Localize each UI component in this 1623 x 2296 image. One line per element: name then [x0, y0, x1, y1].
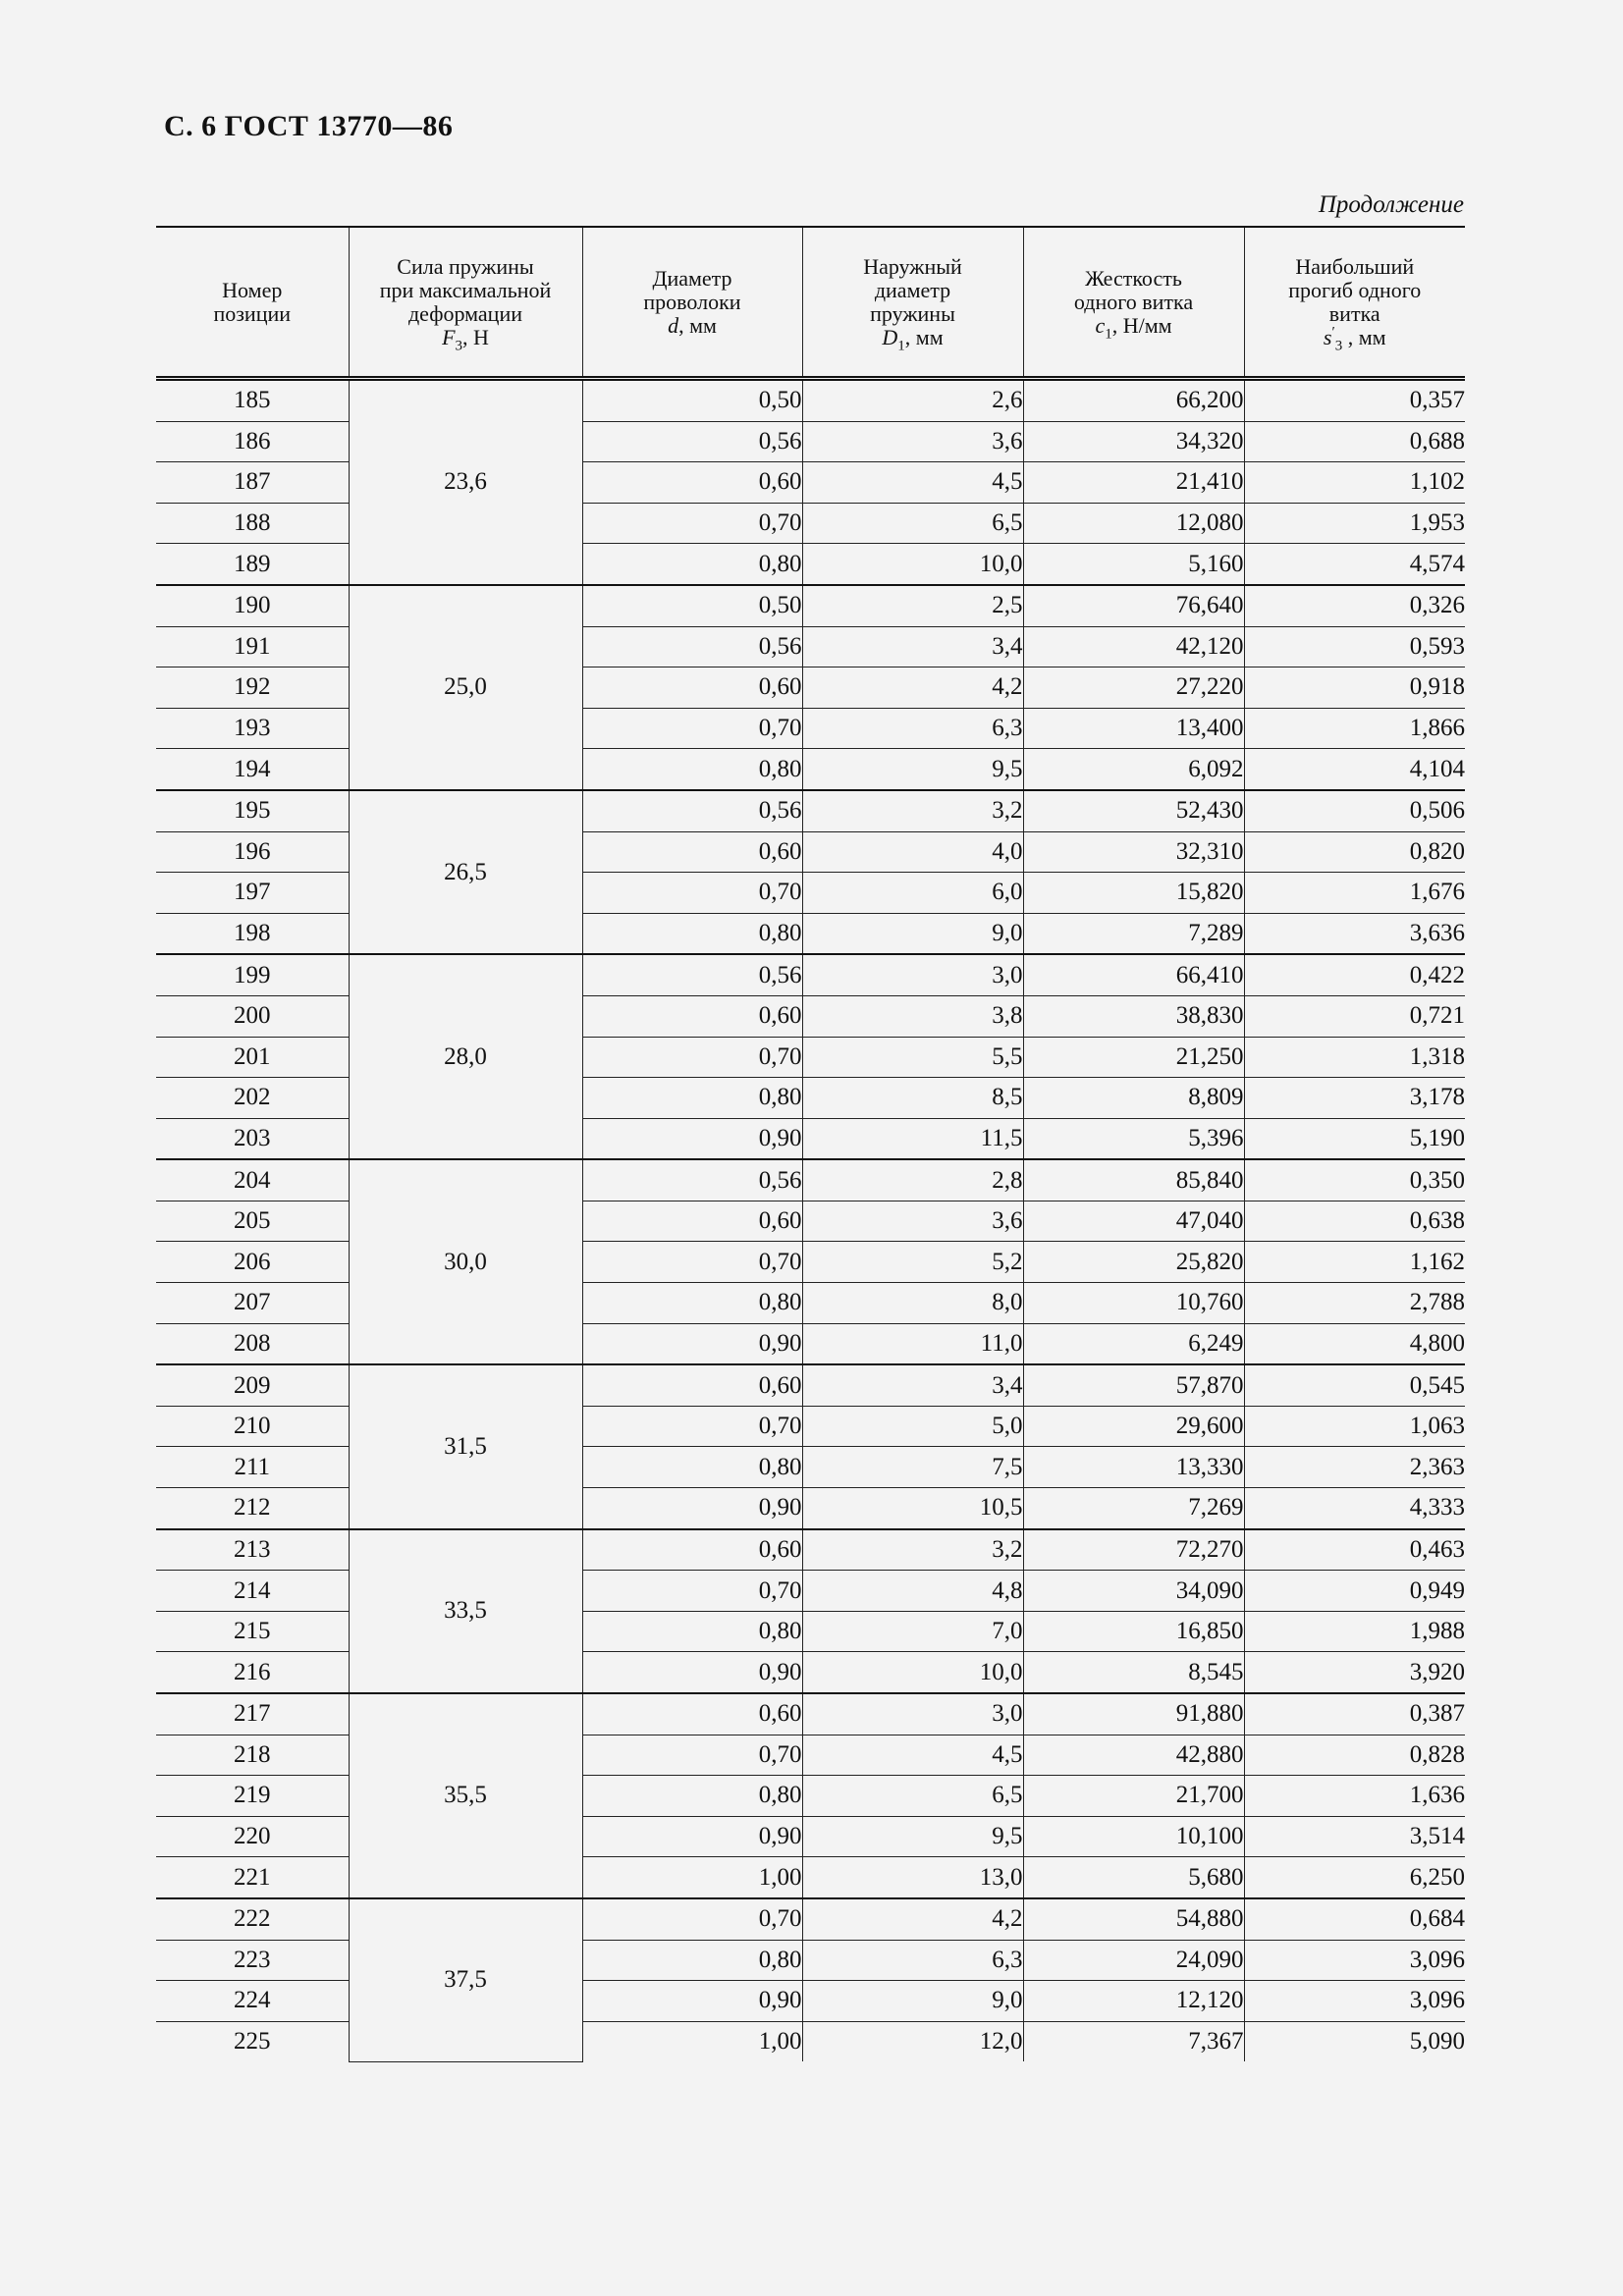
- outer-diameter-cell: 4,0: [802, 831, 1023, 873]
- wire-diameter-cell: 0,60: [582, 995, 802, 1037]
- wire-diameter-cell: 0,90: [582, 1981, 802, 2022]
- wire-diameter-cell: 0,70: [582, 1571, 802, 1612]
- spring-force-cell: 25,0: [349, 585, 582, 790]
- position-cell: 201: [156, 1037, 349, 1078]
- deflection-cell: 1,866: [1244, 708, 1465, 749]
- outer-diameter-cell: 10,0: [802, 1652, 1023, 1693]
- wire-diameter-cell: 0,90: [582, 1118, 802, 1159]
- wire-diameter-cell: 0,80: [582, 749, 802, 790]
- stiffness-cell: 21,410: [1023, 462, 1244, 504]
- position-cell: 195: [156, 790, 349, 831]
- stiffness-cell: 21,700: [1023, 1776, 1244, 1817]
- deflection-cell: 0,721: [1244, 995, 1465, 1037]
- outer-diameter-cell: 6,5: [802, 503, 1023, 544]
- deflection-cell: 5,190: [1244, 1118, 1465, 1159]
- stiffness-cell: 10,100: [1023, 1816, 1244, 1857]
- deflection-cell: 4,800: [1244, 1323, 1465, 1364]
- position-cell: 194: [156, 749, 349, 790]
- outer-diameter-cell: 2,6: [802, 379, 1023, 422]
- wire-diameter-cell: 0,70: [582, 1898, 802, 1940]
- wire-diameter-cell: 0,50: [582, 379, 802, 422]
- stiffness-cell: 25,820: [1023, 1242, 1244, 1283]
- deflection-cell: 6,250: [1244, 1857, 1465, 1898]
- stiffness-cell: 27,220: [1023, 667, 1244, 709]
- position-cell: 205: [156, 1201, 349, 1242]
- wire-diameter-cell: 0,90: [582, 1323, 802, 1364]
- position-cell: 186: [156, 421, 349, 462]
- wire-diameter-cell: 0,70: [582, 708, 802, 749]
- wire-diameter-cell: 0,80: [582, 913, 802, 954]
- stiffness-cell: 85,840: [1023, 1159, 1244, 1201]
- position-cell: 220: [156, 1816, 349, 1857]
- deflection-cell: 0,350: [1244, 1159, 1465, 1201]
- deflection-cell: 0,326: [1244, 585, 1465, 626]
- position-cell: 216: [156, 1652, 349, 1693]
- deflection-cell: 1,676: [1244, 873, 1465, 914]
- outer-diameter-cell: 3,0: [802, 954, 1023, 995]
- position-cell: 192: [156, 667, 349, 709]
- stiffness-cell: 5,396: [1023, 1118, 1244, 1159]
- outer-diameter-cell: 8,0: [802, 1283, 1023, 1324]
- position-cell: 223: [156, 1940, 349, 1981]
- outer-diameter-cell: 6,3: [802, 1940, 1023, 1981]
- outer-diameter-cell: 6,5: [802, 1776, 1023, 1817]
- wire-diameter-cell: 0,60: [582, 1693, 802, 1735]
- deflection-cell: 1,162: [1244, 1242, 1465, 1283]
- wire-diameter-cell: 0,80: [582, 544, 802, 585]
- position-cell: 217: [156, 1693, 349, 1735]
- outer-diameter-cell: 9,5: [802, 749, 1023, 790]
- stiffness-cell: 13,330: [1023, 1447, 1244, 1488]
- deflection-cell: 0,638: [1244, 1201, 1465, 1242]
- deflection-cell: 0,463: [1244, 1529, 1465, 1571]
- position-cell: 213: [156, 1529, 349, 1571]
- outer-diameter-cell: 10,0: [802, 544, 1023, 585]
- outer-diameter-cell: 3,2: [802, 1529, 1023, 1571]
- position-cell: 190: [156, 585, 349, 626]
- wire-diameter-cell: 0,50: [582, 585, 802, 626]
- table-row: [156, 1898, 1465, 1940]
- stiffness-cell: 7,367: [1023, 2021, 1244, 2061]
- position-cell: 208: [156, 1323, 349, 1364]
- outer-diameter-cell: 5,5: [802, 1037, 1023, 1078]
- spring-force-cell: 28,0: [349, 954, 582, 1159]
- position-cell: 211: [156, 1447, 349, 1488]
- outer-diameter-cell: 4,5: [802, 1735, 1023, 1776]
- position-cell: 197: [156, 873, 349, 914]
- deflection-cell: 5,090: [1244, 2021, 1465, 2061]
- outer-diameter-cell: 4,2: [802, 1898, 1023, 1940]
- col-header-outer-diameter: Наружный диаметр пружины $D_1$, мм: [802, 227, 1023, 379]
- stiffness-cell: 47,040: [1023, 1201, 1244, 1242]
- deflection-cell: 3,096: [1244, 1940, 1465, 1981]
- position-cell: 193: [156, 708, 349, 749]
- wire-diameter-cell: 0,80: [582, 1611, 802, 1652]
- deflection-cell: 3,096: [1244, 1981, 1465, 2022]
- outer-diameter-cell: 4,5: [802, 462, 1023, 504]
- position-cell: 218: [156, 1735, 349, 1776]
- deflection-cell: 2,363: [1244, 1447, 1465, 1488]
- wire-diameter-cell: 1,00: [582, 1857, 802, 1898]
- stiffness-cell: 91,880: [1023, 1693, 1244, 1735]
- deflection-cell: 1,102: [1244, 462, 1465, 504]
- continuation-label: Продолжение: [1318, 191, 1464, 218]
- wire-diameter-cell: 0,60: [582, 1364, 802, 1406]
- col-header-wire-diameter: Диаметр проволоки d, мм: [582, 227, 802, 379]
- spring-force-cell: 33,5: [349, 1529, 582, 1693]
- spring-force-cell: 31,5: [349, 1364, 582, 1528]
- wire-diameter-cell: 0,90: [582, 1652, 802, 1693]
- table-row: [156, 1159, 1465, 1201]
- stiffness-cell: 54,880: [1023, 1898, 1244, 1940]
- table-header-row: [156, 227, 1465, 379]
- outer-diameter-cell: 6,0: [802, 873, 1023, 914]
- position-cell: 188: [156, 503, 349, 544]
- wire-diameter-cell: 0,80: [582, 1078, 802, 1119]
- stiffness-cell: 16,850: [1023, 1611, 1244, 1652]
- table-row: [156, 954, 1465, 995]
- outer-diameter-cell: 3,2: [802, 790, 1023, 831]
- deflection-cell: 0,820: [1244, 831, 1465, 873]
- stiffness-cell: 5,680: [1023, 1857, 1244, 1898]
- wire-diameter-cell: 0,56: [582, 1159, 802, 1201]
- stiffness-cell: 24,090: [1023, 1940, 1244, 1981]
- wire-diameter-cell: 0,60: [582, 831, 802, 873]
- outer-diameter-cell: 3,4: [802, 1364, 1023, 1406]
- outer-diameter-cell: 12,0: [802, 2021, 1023, 2061]
- outer-diameter-cell: 3,0: [802, 1693, 1023, 1735]
- stiffness-cell: 76,640: [1023, 585, 1244, 626]
- deflection-cell: 0,684: [1244, 1898, 1465, 1940]
- table-body: [156, 379, 1465, 2062]
- position-cell: 204: [156, 1159, 349, 1201]
- deflection-cell: 0,593: [1244, 626, 1465, 667]
- outer-diameter-cell: 9,0: [802, 913, 1023, 954]
- wire-diameter-cell: 0,56: [582, 626, 802, 667]
- outer-diameter-cell: 11,5: [802, 1118, 1023, 1159]
- position-cell: 206: [156, 1242, 349, 1283]
- deflection-cell: 0,828: [1244, 1735, 1465, 1776]
- position-cell: 222: [156, 1898, 349, 1940]
- outer-diameter-cell: 7,5: [802, 1447, 1023, 1488]
- outer-diameter-cell: 3,8: [802, 995, 1023, 1037]
- wire-diameter-cell: 0,60: [582, 1201, 802, 1242]
- wire-diameter-cell: 0,90: [582, 1816, 802, 1857]
- outer-diameter-cell: 3,4: [802, 626, 1023, 667]
- stiffness-cell: 8,545: [1023, 1652, 1244, 1693]
- stiffness-cell: 13,400: [1023, 708, 1244, 749]
- stiffness-cell: 7,289: [1023, 913, 1244, 954]
- stiffness-cell: 5,160: [1023, 544, 1244, 585]
- deflection-cell: 3,920: [1244, 1652, 1465, 1693]
- outer-diameter-cell: 7,0: [802, 1611, 1023, 1652]
- wire-diameter-cell: 0,56: [582, 954, 802, 995]
- stiffness-cell: 66,410: [1023, 954, 1244, 995]
- wire-diameter-cell: 0,70: [582, 1735, 802, 1776]
- wire-diameter-cell: 0,80: [582, 1776, 802, 1817]
- deflection-cell: 3,514: [1244, 1816, 1465, 1857]
- wire-diameter-cell: 0,70: [582, 503, 802, 544]
- position-cell: 221: [156, 1857, 349, 1898]
- position-cell: 196: [156, 831, 349, 873]
- stiffness-cell: 21,250: [1023, 1037, 1244, 1078]
- stiffness-cell: 12,120: [1023, 1981, 1244, 2022]
- outer-diameter-cell: 11,0: [802, 1323, 1023, 1364]
- outer-diameter-cell: 6,3: [802, 708, 1023, 749]
- stiffness-cell: 29,600: [1023, 1406, 1244, 1447]
- deflection-cell: 1,063: [1244, 1406, 1465, 1447]
- stiffness-cell: 8,809: [1023, 1078, 1244, 1119]
- position-cell: 214: [156, 1571, 349, 1612]
- stiffness-cell: 12,080: [1023, 503, 1244, 544]
- wire-diameter-cell: 1,00: [582, 2021, 802, 2061]
- page-header: С. 6 ГОСТ 13770—86: [164, 110, 454, 142]
- deflection-cell: 2,788: [1244, 1283, 1465, 1324]
- deflection-cell: 4,333: [1244, 1488, 1465, 1529]
- position-cell: 225: [234, 2028, 271, 2056]
- wire-diameter-cell: 0,70: [582, 1242, 802, 1283]
- table-row: [156, 379, 1465, 422]
- wire-diameter-cell: 0,80: [582, 1447, 802, 1488]
- spring-force-cell: 26,5: [349, 790, 582, 954]
- position-cell: 224: [156, 1981, 349, 2022]
- stiffness-cell: 34,320: [1023, 421, 1244, 462]
- table-row: [156, 790, 1465, 831]
- wire-diameter-cell: 0,56: [582, 790, 802, 831]
- wire-diameter-cell: 0,80: [582, 1940, 802, 1981]
- position-cell: 215: [156, 1611, 349, 1652]
- position-cell: 210: [156, 1406, 349, 1447]
- outer-diameter-cell: 5,0: [802, 1406, 1023, 1447]
- spring-force-cell: 35,5: [349, 1693, 582, 1898]
- wire-diameter-cell: 0,70: [582, 1406, 802, 1447]
- deflection-cell: 0,357: [1244, 379, 1465, 422]
- outer-diameter-cell: 10,5: [802, 1488, 1023, 1529]
- spring-force-cell: 30,0: [349, 1159, 582, 1364]
- outer-diameter-cell: 4,2: [802, 667, 1023, 709]
- deflection-cell: 3,178: [1244, 1078, 1465, 1119]
- position-cell: 200: [156, 995, 349, 1037]
- col-header-max-deflection: Наибольший прогиб одного витка $s'_3$ , мм: [1244, 227, 1465, 379]
- stiffness-cell: 6,092: [1023, 749, 1244, 790]
- wire-diameter-cell: 0,90: [582, 1488, 802, 1529]
- stiffness-cell: 7,269: [1023, 1488, 1244, 1529]
- outer-diameter-cell: 9,5: [802, 1816, 1023, 1857]
- stiffness-cell: 52,430: [1023, 790, 1244, 831]
- wire-diameter-cell: 0,60: [582, 667, 802, 709]
- stiffness-cell: 34,090: [1023, 1571, 1244, 1612]
- deflection-cell: 0,688: [1244, 421, 1465, 462]
- table-row: [156, 1364, 1465, 1406]
- outer-diameter-cell: 8,5: [802, 1078, 1023, 1119]
- stiffness-cell: 72,270: [1023, 1529, 1244, 1571]
- spring-force-cell: 23,6: [349, 379, 582, 585]
- deflection-cell: 0,918: [1244, 667, 1465, 709]
- wire-diameter-cell: 0,60: [582, 462, 802, 504]
- position-cell: 198: [156, 913, 349, 954]
- position-cell: 189: [156, 544, 349, 585]
- position-cell: 212: [156, 1488, 349, 1529]
- outer-diameter-cell: 5,2: [802, 1242, 1023, 1283]
- position-cell: 207: [156, 1283, 349, 1324]
- stiffness-cell: 38,830: [1023, 995, 1244, 1037]
- stiffness-cell: 57,870: [1023, 1364, 1244, 1406]
- table-row: [156, 585, 1465, 626]
- deflection-cell: 0,422: [1244, 954, 1465, 995]
- stiffness-cell: 42,120: [1023, 626, 1244, 667]
- outer-diameter-cell: 3,6: [802, 1201, 1023, 1242]
- table-row: [156, 1529, 1465, 1571]
- col-header-force: Сила пружины при максимальной деформации $F_3$, Н: [349, 227, 582, 379]
- position-cell: 191: [156, 626, 349, 667]
- spring-parameters-table: [156, 226, 1465, 2062]
- col-header-position: Номер позиции: [156, 227, 349, 379]
- stiffness-cell: 10,760: [1023, 1283, 1244, 1324]
- outer-diameter-cell: 2,8: [802, 1159, 1023, 1201]
- deflection-cell: 0,506: [1244, 790, 1465, 831]
- deflection-cell: 4,574: [1244, 544, 1465, 585]
- stiffness-cell: 15,820: [1023, 873, 1244, 914]
- table-row: [156, 1693, 1465, 1735]
- deflection-cell: 0,545: [1244, 1364, 1465, 1406]
- wire-diameter-cell: 0,60: [582, 1529, 802, 1571]
- outer-diameter-cell: 13,0: [802, 1857, 1023, 1898]
- wire-diameter-cell: 0,80: [582, 1283, 802, 1324]
- deflection-cell: 1,636: [1244, 1776, 1465, 1817]
- deflection-cell: 1,318: [1244, 1037, 1465, 1078]
- deflection-cell: 3,636: [1244, 913, 1465, 954]
- position-cell: 203: [156, 1118, 349, 1159]
- outer-diameter-cell: 9,0: [802, 1981, 1023, 2022]
- wire-diameter-cell: 0,70: [582, 873, 802, 914]
- stiffness-cell: 6,249: [1023, 1323, 1244, 1364]
- position-cell: 185: [156, 379, 349, 422]
- deflection-cell: 4,104: [1244, 749, 1465, 790]
- position-cell: 187: [156, 462, 349, 504]
- stiffness-cell: 32,310: [1023, 831, 1244, 873]
- position-cell: 199: [156, 954, 349, 995]
- wire-diameter-cell: 0,70: [582, 1037, 802, 1078]
- outer-diameter-cell: 2,5: [802, 585, 1023, 626]
- spring-force-cell: 37,5: [349, 1898, 582, 2061]
- outer-diameter-cell: 3,6: [802, 421, 1023, 462]
- stiffness-cell: 42,880: [1023, 1735, 1244, 1776]
- col-header-stiffness: Жесткость одного витка $c_1$, Н/мм: [1023, 227, 1244, 379]
- position-cell: 202: [156, 1078, 349, 1119]
- wire-diameter-cell: 0,56: [582, 421, 802, 462]
- deflection-cell: 1,988: [1244, 1611, 1465, 1652]
- position-cell: 209: [156, 1364, 349, 1406]
- stiffness-cell: 66,200: [1023, 379, 1244, 422]
- deflection-cell: 1,953: [1244, 503, 1465, 544]
- deflection-cell: 0,387: [1244, 1693, 1465, 1735]
- outer-diameter-cell: 4,8: [802, 1571, 1023, 1612]
- position-cell: 219: [156, 1776, 349, 1817]
- deflection-cell: 0,949: [1244, 1571, 1465, 1612]
